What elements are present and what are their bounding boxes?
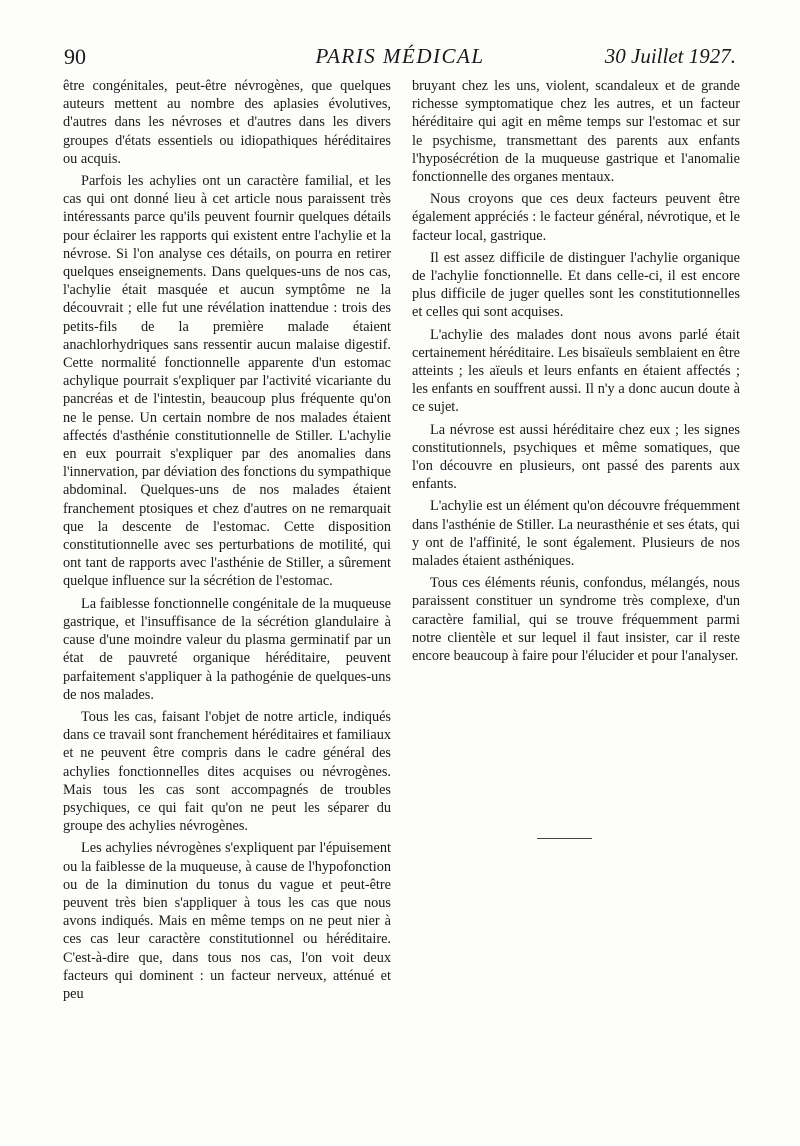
paragraph: L'achylie des malades dont nous avons parlé était certainement héréditaire. Les bisaïeuls semblaient en être atteints ; les aïeuls et leurs enfants en étaient affectés ; les enfants en souffrent aussi. Il n'y a donc aucun doute à ce sujet. xyxy=(412,326,740,416)
paragraph: La faiblesse fonctionnelle congénitale de la muqueuse gastrique, et l'insuffisance de la sécrétion glandulaire à cause d'une moindre valeur du plasma germinatif par un état de pauvreté organique héréditaire, peuvent parfaitement s'appliquer à la pathogénie de quelques-uns de nos malades. xyxy=(63,595,391,703)
page-number: 90 xyxy=(64,44,86,69)
paragraph: Tous les cas, faisant l'objet de notre article, indiqués dans ce travail sont franchement héréditaires et familiaux et ne peuvent être compris dans le cadre général des achylies fonctionnelles dites acquises ou névrogènes. Mais tous les cas sont accompagnés de troubles psychiques, ce qui fait qu'on ne peut les séparer du groupe des achylies névrogènes. xyxy=(63,708,391,835)
running-header xyxy=(64,44,736,74)
paragraph: L'achylie est un élément qu'on découvre fréquemment dans l'asthénie de Stiller. La neurasthénie et ses états, qui y ont de l'affinité, le sont également. Plusieurs de nos malades étaient asthéniques. xyxy=(412,498,740,570)
paragraph: bruyant chez les uns, violent, scandaleux et de grande richesse symptomatique chez les autres, et un facteur héréditaire qui agit en même temps sur l'estomac et sur le psychisme, transmettant des parents aux enfants l'hyposécrétion de la muqueuse gastrique et l'anomalie fonctionnelle des organes mentaux. xyxy=(412,78,740,186)
left-column xyxy=(63,77,391,1007)
paragraph: Parfois les achylies ont un caractère familial, et les cas qui ont donné lieu à cet article nous paraissent très intéressants parce qu'ils peuvent fournir quelques détails pour éclairer les rapports qui existent entre l'achylie et la névrose. Si l'on analyse ces détails, on pourra en retirer quelques enseignements. Dans quelques-uns de nos cas, l'achylie était masquée et aucun symptôme ne la découvrait ; elle fut une révélation inattendue : trois des petits-fils de la première malade étaient anachlorhydriques sans ressentir aucun malaise digestif. Cette normalité fonctionnelle apparente d'un estomac achylique pourrait s'expliquer par l'activité vicariante du pancréas et de l'intestin, beaucoup plus fréquente qu'on ne le pense. Un certain nombre de nos malades étaient affectés d'asthénie constitutionnelle de Stiller. L'achylie en eux pourrait s'expliquer par des anomalies dans l'innervation, par déviation des fonctions du sympathique abdominal. Quelques-uns de nos malades étaient franchement ptosiques et chez d'autres on ne remarquait que la descente de l'estomac. Cette disposition constitutionnelle avec ses perturbations de motilité, qui ont tant de rapports avec l'asthénie de Stiller, a sûrement quelque influence sur la sécrétion de l'estomac. xyxy=(63,173,391,590)
section-divider xyxy=(537,838,592,839)
journal-title: PARIS MÉDICAL xyxy=(315,44,485,68)
paragraph: Les achylies névrogènes s'expliquent par l'épuisement ou la faiblesse de la muqueuse, à cause de l'hypofonction ou de la diminution du tonus du vague et peut-être peuvent très bien s'appliquer à tous les cas que nous avons indiqués. Mais en même temps on ne peut nier à ces cas leur caractère constitutionnel ou héréditaire. C'est-à-dire que, dans tous nos cas, l'on voit deux facteurs qui dominent : un facteur nerveux, atténué et peu xyxy=(63,840,391,1002)
paragraph: Tous ces éléments réunis, confondus, mélangés, nous paraissent constituer un syndrome très complexe, d'un caractère familial, qui se trouve fréquemment parmi notre clientèle et sur lequel il faut insister, car il reste encore beaucoup à faire pour l'élucider et pour l'analyser. xyxy=(412,575,740,665)
paragraph: Nous croyons que ces deux facteurs peuvent être également appréciés : le facteur général, névrotique, et le facteur local, gastrique. xyxy=(412,191,740,244)
paragraph: La névrose est aussi héréditaire chez eux ; les signes constitutionnels, psychiques et même somatiques, que l'on découvre en plusieurs, ont passé des parents aux enfants. xyxy=(412,421,740,493)
paragraph: Il est assez difficile de distinguer l'achylie organique de l'achylie fonctionnelle. Et dans celle-ci, il est encore plus difficile de juger quelles sont les constitutionnelles et celles qui sont acquises. xyxy=(412,249,740,321)
issue-date: 30 Juillet 1927. xyxy=(604,44,736,68)
paragraph: être congénitales, peut-être névrogènes, que quelques auteurs mettent au nombre des aplasies évolutives, d'autres dans les névroses et d'autres dans les divers groupes d'états essentiels ou idiopathiques héréditaires ou acquis. xyxy=(63,78,391,167)
right-column xyxy=(412,77,740,669)
